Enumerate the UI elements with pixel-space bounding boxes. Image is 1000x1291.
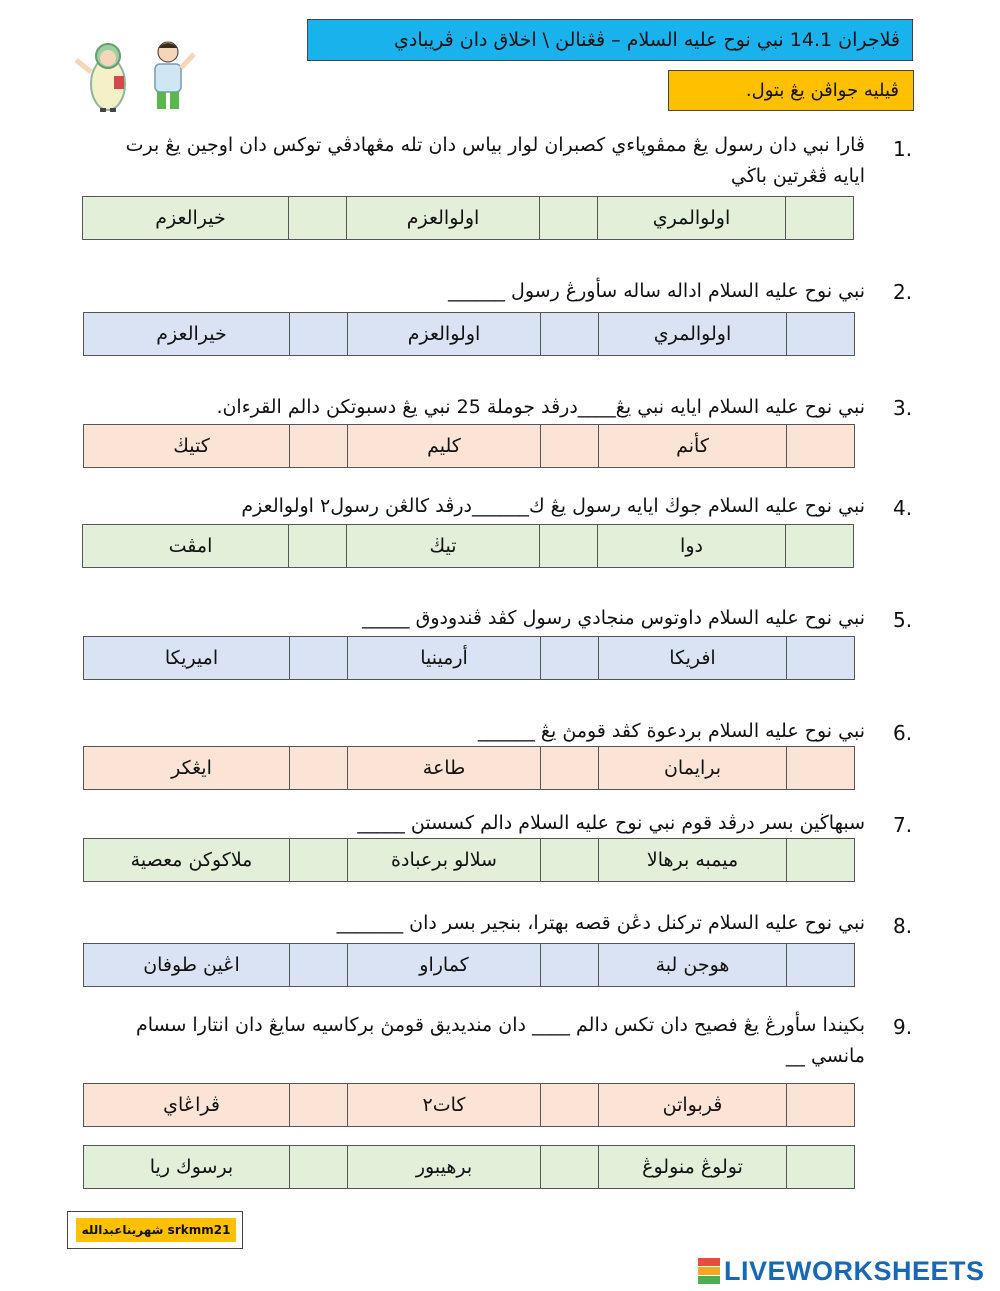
children-illustration xyxy=(68,38,214,112)
option-label: اميريكا xyxy=(164,647,219,669)
option-label: كتيڬ xyxy=(173,435,210,457)
author-box xyxy=(67,1211,243,1249)
option-label: خيرالعزم xyxy=(156,323,227,345)
logo-text: LIVEWORKSHEETS xyxy=(724,1255,985,1286)
options-row xyxy=(83,312,855,356)
question-number: 3. xyxy=(893,396,913,420)
answer-box[interactable] xyxy=(289,313,347,355)
question-number: 4. xyxy=(893,496,913,520)
option-label: اولوالعزم xyxy=(346,197,539,239)
question-number: 5. xyxy=(893,608,913,632)
answer-box[interactable] xyxy=(540,1084,598,1126)
question-number: 1. xyxy=(893,137,913,161)
question-text: سبهاڬين بسر درڤد قوم نبي نوح عليه السلام دالم كسستن _____ xyxy=(357,812,865,834)
option-label: كات٢ xyxy=(347,1084,540,1126)
option-label: سلالو برعبادة xyxy=(347,839,540,881)
author-label xyxy=(76,1218,236,1242)
option-label: هوجن لبة xyxy=(598,944,786,986)
option-label: ميمبه برهالا xyxy=(598,839,786,881)
option-label: دوا xyxy=(597,525,785,567)
option-label: اولوالعزم xyxy=(347,313,540,355)
option-label: اولوالمري xyxy=(597,197,785,239)
author-handle: srkmm21 xyxy=(167,1223,231,1237)
option-label: تيڬ xyxy=(346,525,539,567)
option-label: أرمينيا xyxy=(347,637,540,679)
answer-box[interactable] xyxy=(540,425,598,467)
question-text: نبي نوح عليه السلام ايايه نبي يڠ____درڤد جوملة 25 نبي يڠ دسبوتكن دالم القرءان. xyxy=(216,396,865,418)
option-label: ڤربواتن xyxy=(598,1084,786,1126)
question-text: بكيندا سأورڠ يڠ فصيح دان تكس دالم ____ دان منديديق قومڽ بركاسيه سايڠ دان انتارا سسام مانسي __ xyxy=(135,1014,865,1067)
answer-box[interactable] xyxy=(540,839,598,881)
answer-box[interactable] xyxy=(289,1084,347,1126)
option-label: كأنم xyxy=(598,425,786,467)
answer-box[interactable] xyxy=(786,944,854,986)
answer-box[interactable] xyxy=(786,425,854,467)
answer-box[interactable] xyxy=(288,197,346,239)
answer-box[interactable] xyxy=(288,525,346,567)
answer-box[interactable] xyxy=(540,313,598,355)
author-name: شهريناعبدالله xyxy=(81,1223,164,1237)
answer-box[interactable] xyxy=(786,1146,854,1188)
option-label: كليم xyxy=(347,425,540,467)
option-label: كماراو xyxy=(347,944,540,986)
option-label: خيرالعزم xyxy=(155,207,226,229)
option-label: ڤراڠاي xyxy=(163,1094,220,1116)
question-text: نبي نوح عليه السلام بردعوة كڤد قومڽ يڠ ______ xyxy=(477,720,865,742)
options-row xyxy=(83,746,855,790)
options-row xyxy=(83,636,855,680)
question-number: 8. xyxy=(893,914,913,938)
option-label: ايڠكر xyxy=(171,757,212,779)
options-row xyxy=(83,838,855,882)
answer-box[interactable] xyxy=(785,525,853,567)
option-label: تولوڠ منولوڠ xyxy=(598,1146,786,1188)
question-number: 7. xyxy=(893,813,913,837)
option-label: برايمان xyxy=(598,747,786,789)
answer-box[interactable] xyxy=(539,197,597,239)
answer-box[interactable] xyxy=(785,197,853,239)
answer-box[interactable] xyxy=(289,637,347,679)
question-number: 6. xyxy=(893,721,913,745)
option-label: افريكا xyxy=(598,637,786,679)
options-row xyxy=(83,1083,855,1127)
option-label: ملاكوكن معصية xyxy=(130,849,253,871)
answer-box[interactable] xyxy=(540,637,598,679)
answer-box[interactable] xyxy=(540,747,598,789)
question-text: نبي نوح عليه السلام جوڬ ايايه رسول يڠ ك______درڤد كالڠن رسول٢ اولوالعزم xyxy=(241,495,865,517)
options-row xyxy=(83,424,855,468)
option-label: اولوالمري xyxy=(598,313,786,355)
question-text: نبي نوح عليه السلام اداله ساله سأورڠ رسول ______ xyxy=(448,280,865,302)
option-label: طاعة xyxy=(347,747,540,789)
option-label: برسوك ريا xyxy=(149,1156,234,1178)
options-row xyxy=(83,943,855,987)
instruction-label: ڤيليه جواڤن يڠ بتول. xyxy=(668,70,914,111)
option-label: برهيبور xyxy=(347,1146,540,1188)
option-label: اڠين طوفان xyxy=(143,954,240,976)
answer-box[interactable] xyxy=(289,1146,347,1188)
options-row xyxy=(82,196,854,240)
answer-box[interactable] xyxy=(289,747,347,789)
answer-box[interactable] xyxy=(786,1084,854,1126)
options-row xyxy=(82,524,854,568)
question-text: ڤارا نبي دان رسول يڠ ممڤوڽاءي كصبران لوار بياس دان تله مڠهادڤي توكس دان اوجين يڠ برت ايايه ڤڠرتين باڬي xyxy=(125,134,865,187)
answer-box[interactable] xyxy=(786,313,854,355)
question-number: 2. xyxy=(893,280,913,304)
answer-box[interactable] xyxy=(786,637,854,679)
answer-box[interactable] xyxy=(540,944,598,986)
answer-box[interactable] xyxy=(289,425,347,467)
answer-box[interactable] xyxy=(786,839,854,881)
answer-box[interactable] xyxy=(540,1146,598,1188)
question-text: نبي نوح عليه السلام تركنل دڠن قصه بهترا، بنجير بسر دان _______ xyxy=(336,912,865,934)
answer-box[interactable] xyxy=(289,944,347,986)
answer-box[interactable] xyxy=(289,839,347,881)
logo-icon xyxy=(698,1258,720,1284)
options-row xyxy=(83,1145,855,1189)
worksheet-title: ڤلاجران 14.1 نبي نوح عليه السلام – ڤڠنالن \ اخلاق دان ڤريبادي xyxy=(307,19,913,61)
answer-box[interactable] xyxy=(786,747,854,789)
answer-box[interactable] xyxy=(539,525,597,567)
question-number: 9. xyxy=(893,1015,913,1039)
question-text: نبي نوح عليه السلام داوتوس منجادي رسول كڤد ڤندودوق _____ xyxy=(362,607,865,629)
liveworksheets-logo[interactable] xyxy=(698,1256,985,1286)
option-label: امڤت xyxy=(168,535,213,557)
